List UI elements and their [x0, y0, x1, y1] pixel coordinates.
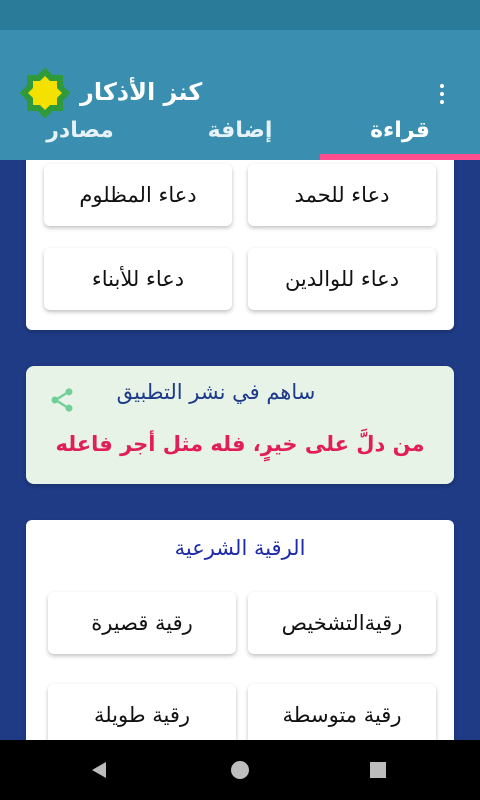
- share-card[interactable]: [26, 366, 454, 484]
- status-bar: [0, 0, 480, 30]
- ruqyah-card: [26, 520, 454, 740]
- dua-children-button[interactable]: دعاء للأبناء: [44, 248, 232, 310]
- ruqyah-diagnosis-button[interactable]: رقيةالتشخيص: [248, 592, 436, 654]
- share-title: ساهم في نشر التطبيق: [116, 380, 316, 404]
- tab-sources[interactable]: مصادر: [46, 117, 114, 143]
- dua-hamd-button[interactable]: دعاء للحمد: [248, 164, 436, 226]
- tab-add[interactable]: إضافة: [207, 117, 273, 143]
- recents-icon[interactable]: [368, 760, 388, 780]
- ruqyah-medium-button[interactable]: رقية متوسطة: [248, 684, 436, 740]
- ruqyah-short-button[interactable]: رقية قصيرة: [48, 592, 236, 654]
- ruqyah-section-title: الرقية الشرعية: [174, 536, 306, 560]
- home-icon[interactable]: [230, 760, 250, 780]
- share-subtitle: من دلَّ على خيرٍ، فله مثل أجر فاعله: [55, 432, 425, 456]
- dua-parents-button[interactable]: دعاء للوالدين: [248, 248, 436, 310]
- app-title: كنز الأذكار: [80, 78, 203, 106]
- back-icon[interactable]: [90, 760, 110, 780]
- tab-bar: [0, 100, 480, 160]
- dua-mazloom-button[interactable]: دعاء المظلوم: [44, 164, 232, 226]
- ruqyah-long-button[interactable]: رقية طويلة: [48, 684, 236, 740]
- main-content[interactable]: [0, 160, 480, 740]
- duas-card: [26, 160, 454, 330]
- tab-read[interactable]: قراءة: [320, 100, 480, 160]
- system-nav-bar: [0, 740, 480, 800]
